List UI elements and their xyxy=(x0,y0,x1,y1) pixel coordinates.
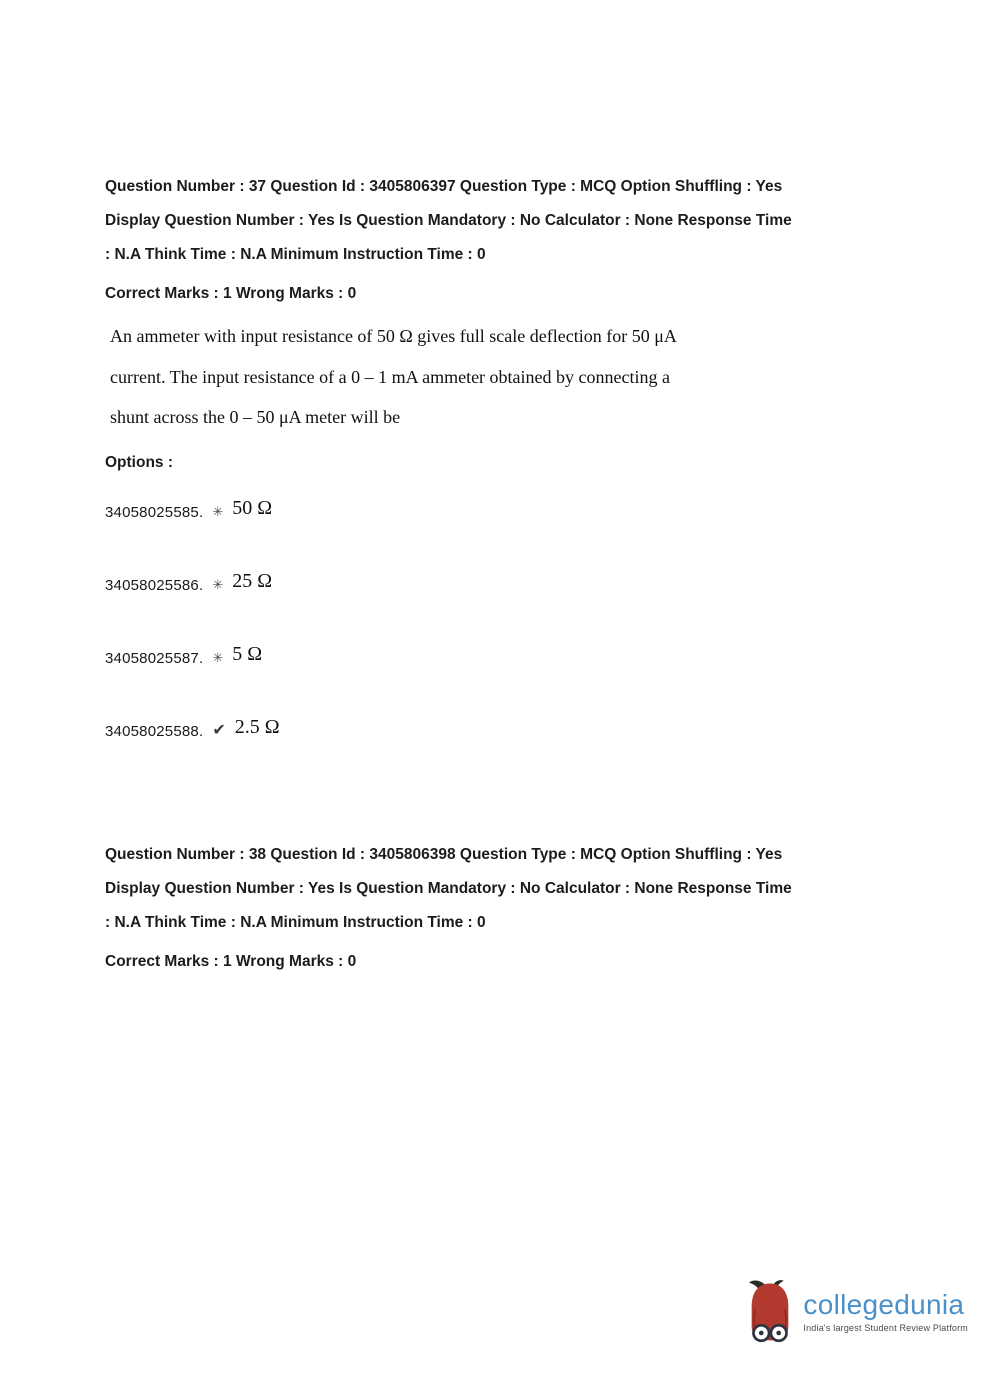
question-block-38 xyxy=(105,838,905,979)
wrong-answer-icon: ✳ xyxy=(212,576,224,592)
question-37-header xyxy=(105,170,905,272)
options-label: Options : xyxy=(105,453,174,471)
question-38-header xyxy=(105,838,905,940)
wrong-answer-icon: ✳ xyxy=(212,503,224,519)
option-row xyxy=(105,642,905,669)
option-id: 34058025585. xyxy=(105,503,204,521)
option-row xyxy=(105,569,905,596)
question-header-line: Question Number : 38 Question Id : 3405806398 Question Type : MCQ Option Shuffling : Yes xyxy=(105,845,783,863)
option-id: 34058025587. xyxy=(105,649,204,667)
question-text-line: shunt across the 0 – 50 μA meter will be xyxy=(110,407,401,427)
question-text-line: An ammeter with input resistance of 50 Ω gives full scale deflection for 50 μA xyxy=(110,326,677,346)
question-text-line: current. The input resistance of a 0 – 1 mA ammeter obtained by connecting a xyxy=(110,366,670,387)
option-row xyxy=(105,715,905,742)
marks-line: Correct Marks : 1 Wrong Marks : 0 xyxy=(105,952,357,970)
question-header-line: Display Question Number : Yes Is Question Mandatory : No Calculator : None Response Time xyxy=(105,212,792,229)
brand-text xyxy=(803,1290,968,1333)
marks-line: Correct Marks : 1 Wrong Marks : 0 xyxy=(105,285,357,302)
option-id: 34058025586. xyxy=(105,576,204,594)
brand-tagline: India's largest Student Review Platform xyxy=(803,1322,968,1333)
option-text: 50 Ω xyxy=(232,496,273,519)
option-text: 2.5 Ω xyxy=(234,715,280,738)
correct-answer-icon: ✔ xyxy=(212,721,226,739)
option-text: 5 Ω xyxy=(232,642,263,665)
question-header-line: Display Question Number : Yes Is Question Mandatory : No Calculator : None Response Time xyxy=(105,879,792,897)
option-text: 25 Ω xyxy=(232,569,273,592)
option-id: 34058025588. xyxy=(105,722,204,740)
question-header-line: : N.A Think Time : N.A Minimum Instruction Time : 0 xyxy=(105,913,486,931)
brand-name: collegedunia xyxy=(803,1288,965,1320)
page-content xyxy=(105,170,905,979)
collegedunia-mascot-icon xyxy=(747,1278,793,1344)
question-header-line: Question Number : 37 Question Id : 3405806397 Question Type : MCQ Option Shuffling : Yes xyxy=(105,178,783,195)
option-row xyxy=(105,496,905,523)
question-block-37 xyxy=(105,170,905,742)
question-37-text xyxy=(105,316,905,438)
collegedunia-logo xyxy=(747,1278,968,1344)
question-header-line: : N.A Think Time : N.A Minimum Instruction Time : 0 xyxy=(105,246,486,263)
wrong-answer-icon: ✳ xyxy=(212,649,224,665)
